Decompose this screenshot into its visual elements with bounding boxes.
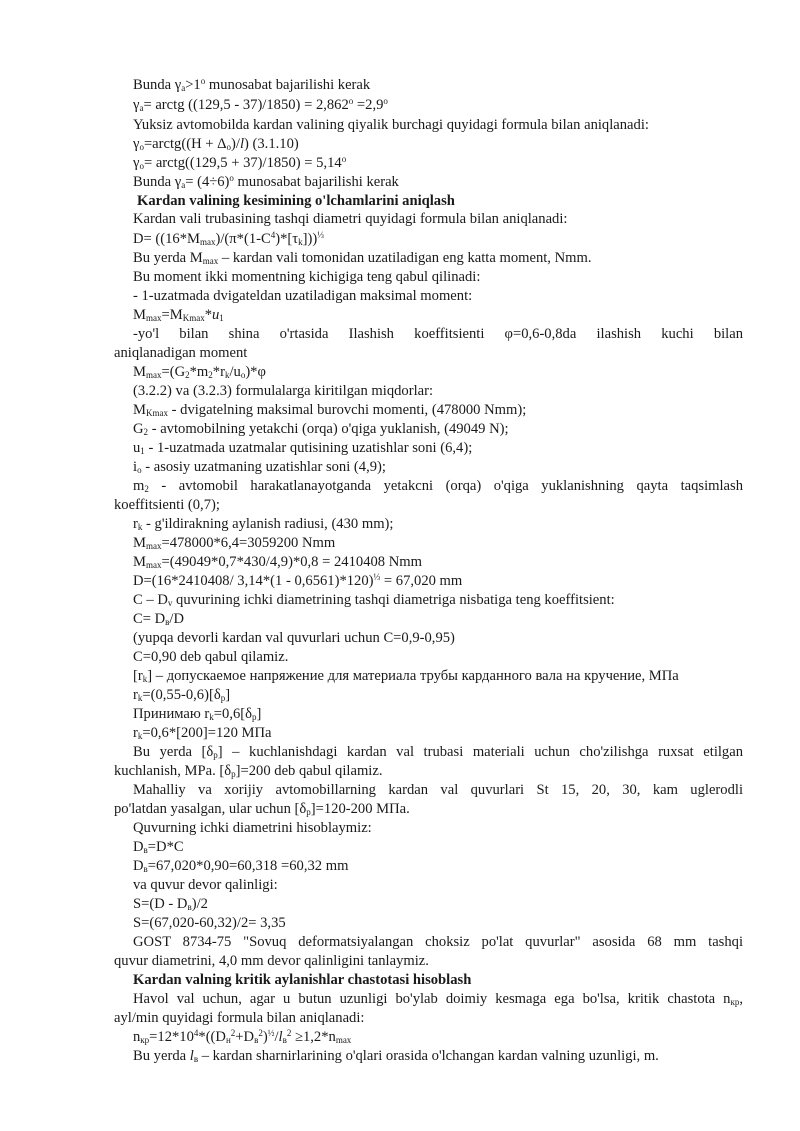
formula-line: $n_{кр}=12*10^4*((D_н^2+D_в^2)^{\frac{1}{2}}/l_в^2 \ge 1,2*n_{max}$ <box>133 1028 352 1045</box>
text-line: aniqlanadigan moment <box>114 345 248 361</box>
text-line: va quvur devor qalinligi: <box>133 877 278 893</box>
text-line: C=0,90 deb qabul qilamiz. <box>133 649 289 665</box>
formula-line: $M_{max}=478000*6,4=3059200$ Nmm <box>133 535 336 551</box>
formula-line: D=(16*2410408/ 3,14*(1 - 0,6561)*120)$^{\frac{1}{3}}$ = 67,020 mm <box>133 572 463 589</box>
section-heading: Kardan valning kritik aylanishlar chastotasi hisoblash <box>133 972 472 988</box>
formula-line: $r_k=(0,55-0,6)[\delta_p]$ <box>133 687 231 703</box>
text-line: (yupqa devorli kardan val quvurlari uchun C=0,9-0,95) <box>133 630 455 646</box>
text-line: Bu moment ikki momentning kichigiga teng qabul qilinadi: <box>133 269 481 285</box>
text-line: quvur diametrini, 4,0 mm devor qalinligini tanlaymiz. <box>114 953 429 969</box>
text-line: $i_o$ - asosiy uzatmaning uzatishlar soni (4,9); <box>133 459 386 475</box>
formula-line: S=(67,020-60,32)/2= 3,35 <box>133 915 286 931</box>
text-line: (3.2.2) va (3.2.3) formulalarga kiritilgan miqdorlar: <box>133 383 434 399</box>
text-line: ayl/min quyidagi formula bilan aniqlanadi: <box>114 1010 365 1026</box>
text-line: Bunda $\gamma_a>1^o$ munosabat bajarilishi kerak <box>133 76 371 93</box>
text-line: GOST 8734-75 "Sovuq deformatsiyalangan choksiz po'lat quvurlar" asosida 68 mm tashqi <box>133 934 743 950</box>
text-line: -yo'l bilan shina o'rtasida Ilashish koeffitsienti φ=0,6-0,8da ilashish kuchi bilan <box>133 326 743 342</box>
text-line: $m_2$ - avtomobil harakatlanayotganda yetakcni (orqa) o'qiga yuklanishning qayta taqsimlash <box>133 478 743 494</box>
text-line: kuchlanish, MPa. $[\delta_p]=200$ deb qabul qilamiz. <box>114 763 383 779</box>
text-line: $\gamma_o=$ arctg((129,5 + $37)/1850) = 5,14^o$ <box>133 154 347 171</box>
formula-line: $D_в=67,020*0,90=60,318 =60,32$ mm <box>133 858 349 874</box>
formula-line: $\gamma_o=arctg((H + \Delta_o)/l)$ (3.1.10) <box>133 136 299 152</box>
section-heading: Kardan valining kesimining o'lchamlarini aniqlash <box>137 193 455 209</box>
formula-line: $M_{max}=(G_2*m_2*r_k/u_o)*\varphi$ <box>133 364 266 380</box>
text-line: $G_2$ - avtomobilning yetakchi (orqa) o'qiga yuklanish, (49049 N); <box>133 421 509 437</box>
text-line: $\gamma_a=$ arctg $((129,5 - 37)/1850) = 2,862^o =2,9^o$ <box>133 96 388 113</box>
formula-line: $r_k=0,6*[200]=120$ МПа <box>133 725 272 741</box>
text-line: po'latdan yasalgan, ular uchun $[\delta_p]=120-200$ MПa. <box>114 801 410 817</box>
text-line: Bunda $\gamma_a= (4\div 6)^o$ munosabat bajarilishi kerak <box>133 173 399 190</box>
text-line: C – $D_v$ quvurining ichki diametrining tashqi diametriga nisbatiga teng koeffitsient: <box>133 592 615 608</box>
formula-line: $M_{max}=M_{Kmax}*u_1$ <box>133 307 224 323</box>
formula-line: $S=(D - D_в)/2$ <box>133 896 208 912</box>
text-line: Bu yerda $M_{max}$ – kardan vali tomonidan uzatiladigan eng katta moment, Nmm. <box>133 250 592 266</box>
text-line: Bu yerda $[\delta_p]$ – kuchlanishdagi kardan val trubasi materiali uchun cho'zilishga ruxsat etilgan <box>133 744 743 760</box>
text-line: - 1-uzatmada dvigateldan uzatiladigan maksimal moment: <box>133 288 473 304</box>
formula-line: $D= ((16*M_{max})/(\pi*(1-C^4)*[\tau_k]))^{\frac{1}{3}}$ <box>133 230 324 247</box>
text-line: $[r_k]$ – допускаемое напряжение для материала трубы карданного вала на кручение, МПа <box>133 668 679 684</box>
text-line: Quvurning ichki diametrini hisoblaymiz: <box>133 820 372 836</box>
text-line: $M_{Kmax}$ - dvigatelning maksimal burovchi momenti, (478000 Nmm); <box>133 402 527 418</box>
text-line: Yuksiz avtomobilda kardan valining qiyalik burchagi quyidagi formula bilan aniqlanadi: <box>133 117 649 133</box>
text-line: Принимаю $r_k=0,6[\delta_p]$ <box>133 706 262 722</box>
text-line: Bu yerda $l_в$ – kardan sharnirlarining o'qlari orasida o'lchangan kardan valning uzunligi, m. <box>133 1048 659 1064</box>
formula-line: $M_{max}=(49049*0,7*430/4,9)*0,8 = 2410408$ Nmm <box>133 554 422 570</box>
formula-line: $C= D_в/D$ <box>133 611 184 627</box>
text-line: koeffitsienti (0,7); <box>114 497 220 513</box>
text-line: $r_k$ - g'ildirakning aylanish radiusi, (430 mm); <box>133 516 394 532</box>
text-line: Havol val uchun, agar u butun uzunligi bo'ylab doimiy kesmaga ega bo'lsa, kritik chastota $n_{кр}$, <box>133 991 743 1007</box>
formula-line: $D_в=D*C$ <box>133 839 184 855</box>
text-line: Kardan vali trubasining tashqi diametri quyidagi formula bilan aniqlanadi: <box>133 211 568 227</box>
text-line: Mahalliy va xorijiy avtomobillarning kardan val quvurlari St 15, 20, 30, kam uglerodli <box>133 782 743 798</box>
text-line: $u_1$ - 1-uzatmada uzatmalar qutisining uzatishlar soni (6,4); <box>133 440 473 456</box>
